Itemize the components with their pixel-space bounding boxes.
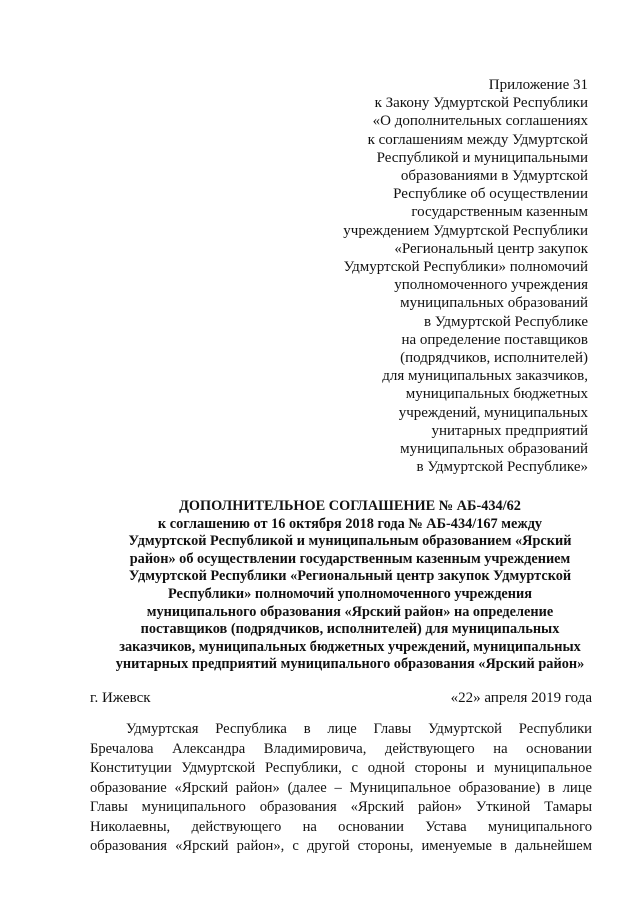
appendix-line: учреждений, муниципальных bbox=[398, 404, 588, 421]
body-line: образования «Ярский район», с другой стороны, именуемые в дальнейшем bbox=[90, 838, 592, 854]
agreement-title-line: Удмуртской Республикой и муниципальным образованием «Ярский bbox=[128, 533, 572, 550]
appendix-line: на определение поставщиков bbox=[401, 331, 588, 348]
agreement-title-line: Республики» полномочий уполномоченного учреждения bbox=[168, 585, 532, 602]
agreement-title-line: заказчиков, муниципальных бюджетных учреждений, муниципальных bbox=[119, 638, 581, 655]
agreement-title-line: Удмуртской Республики «Региональный центр закупок Удмуртской bbox=[128, 568, 572, 585]
appendix-line: в Удмуртской Республике» bbox=[416, 459, 588, 476]
agreement-title bbox=[100, 498, 600, 674]
appendix-line: в Удмуртской Республике bbox=[424, 313, 588, 330]
appendix-line: унитарных предприятий bbox=[431, 422, 588, 439]
body-line: образование «Ярский район» (далее – Муниципальное образование) в лице bbox=[90, 779, 592, 796]
body-line: Главы муниципального образования «Ярский район» Уткиной Тамары bbox=[90, 799, 592, 815]
appendix-line: Республикой и муниципальными bbox=[376, 149, 588, 166]
appendix-line: Удмуртской Республики» полномочий bbox=[343, 259, 588, 276]
appendix-line: уполномоченного учреждения bbox=[394, 277, 588, 294]
appendix-line: муниципальных образований bbox=[400, 295, 588, 312]
appendix-header bbox=[288, 76, 588, 476]
agreement-title-line: муниципального образования «Ярский район» на определение bbox=[146, 603, 554, 620]
body-line: Бречалова Александра Владимировича, действующего на основании bbox=[90, 740, 592, 757]
appendix-line: «Региональный центр закупок bbox=[394, 240, 588, 257]
appendix-line: образованиями в Удмуртской bbox=[400, 168, 588, 185]
appendix-line: «О дополнительных соглашениях bbox=[372, 113, 588, 130]
agreement-title-line: унитарных предприятий муниципального образования «Ярский район» bbox=[115, 656, 585, 673]
appendix-line: Республике об осуществлении bbox=[393, 186, 588, 203]
body-line: Удмуртская Республика в лице Главы Удмуртской Республики bbox=[126, 721, 592, 737]
appendix-line: к соглашениям между Удмуртской bbox=[367, 131, 588, 148]
agreement-body bbox=[90, 720, 592, 857]
appendix-line: к Закону Удмуртской Республики bbox=[374, 95, 588, 112]
agreement-title-line: район» об осуществлении государственным казенным учреждением bbox=[129, 550, 571, 567]
appendix-line: муниципальных бюджетных bbox=[405, 386, 588, 403]
appendix-line: (подрядчиков, исполнителей) bbox=[400, 350, 588, 367]
appendix-line: муниципальных образований bbox=[400, 441, 588, 458]
agreement-title-line: поставщиков (подрядчиков, исполнителей) для муниципальных bbox=[140, 621, 560, 638]
body-line: Конституции Удмуртской Республики, с одной стороны и муниципальное bbox=[90, 760, 592, 776]
agreement-title-main: ДОПОЛНИТЕЛЬНОЕ СОГЛАШЕНИЕ № АБ-434/62 bbox=[179, 498, 521, 514]
body-line: Николаевны, действующего на основании Устава муниципального bbox=[90, 818, 592, 835]
agreement-title-line: к соглашению от 16 октября 2018 года № АБ-434/167 между bbox=[157, 515, 543, 532]
appendix-line: для муниципальных заказчиков, bbox=[382, 368, 588, 385]
appendix-line: государственным казенным bbox=[411, 204, 588, 221]
city-name: г. Ижевск bbox=[90, 690, 151, 706]
appendix-line: учреждением Удмуртской Республики bbox=[343, 222, 588, 239]
appendix-line: Приложение 31 bbox=[488, 77, 588, 93]
agreement-date: «22» апреля 2019 года bbox=[450, 690, 592, 706]
